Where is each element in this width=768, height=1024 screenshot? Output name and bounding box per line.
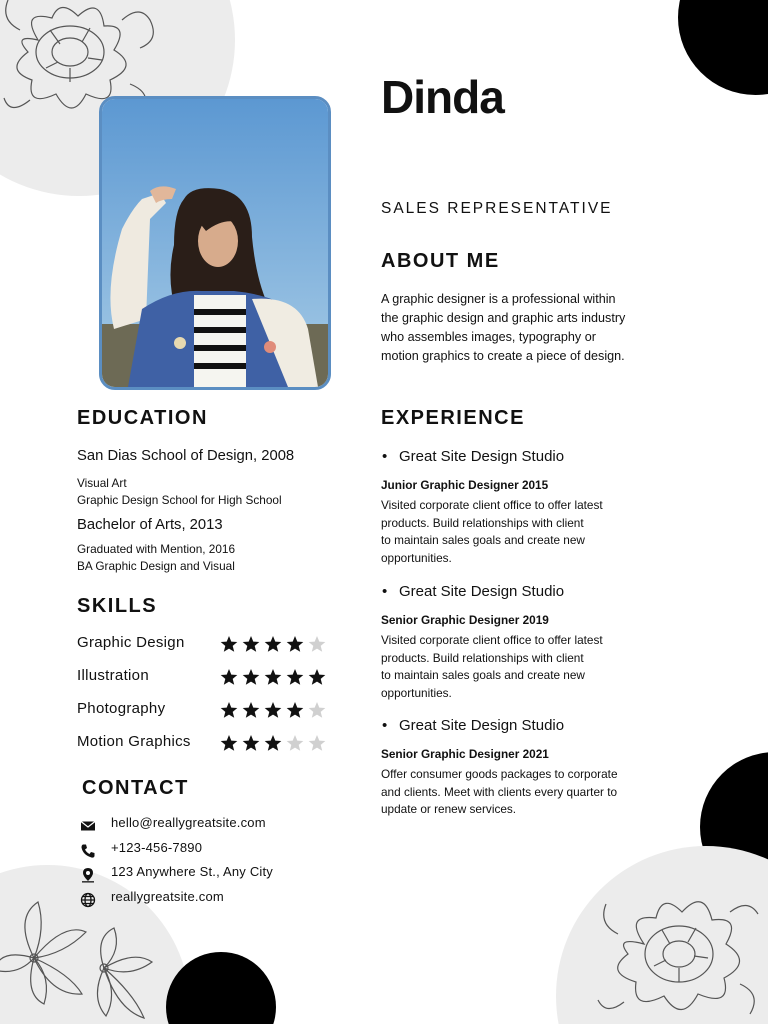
skill-rating bbox=[220, 701, 326, 719]
profile-photo bbox=[99, 96, 331, 390]
experience-line: opportunities. bbox=[381, 685, 452, 700]
experience-line: to maintain sales goals and create new bbox=[381, 668, 585, 682]
experience-company bbox=[381, 717, 671, 734]
star-empty-icon bbox=[308, 635, 326, 653]
about-heading: ABOUT ME bbox=[381, 250, 500, 272]
job-role: SALES REPRESENTATIVE bbox=[381, 200, 613, 217]
experience-line: Offer consumer goods packages to corporate bbox=[381, 767, 618, 781]
experience-title: Senior Graphic Designer 2021 bbox=[381, 747, 549, 761]
experience-company bbox=[381, 448, 671, 465]
experience-description bbox=[381, 766, 671, 819]
experience-title: Junior Graphic Designer 2015 bbox=[381, 478, 549, 492]
about-text bbox=[381, 290, 681, 366]
star-empty-icon bbox=[308, 701, 326, 719]
education-line: Graphic Design School for High School bbox=[77, 493, 282, 507]
star-filled-icon bbox=[220, 668, 238, 686]
contact-email bbox=[80, 814, 360, 839]
experience-company-text: Great Site Design Studio bbox=[399, 717, 565, 734]
star-filled-icon bbox=[286, 701, 304, 719]
star-filled-icon bbox=[264, 635, 282, 653]
experience-description bbox=[381, 497, 671, 567]
education-entry bbox=[77, 517, 347, 575]
skills-heading: SKILLS bbox=[77, 595, 158, 617]
education-title: San Dias School of Design, 2008 bbox=[77, 448, 295, 464]
skill-row bbox=[77, 700, 337, 733]
skill-row bbox=[77, 733, 337, 766]
skill-rating bbox=[220, 635, 326, 653]
flower-illustration-bottom-right bbox=[584, 874, 768, 1024]
star-filled-icon bbox=[264, 701, 282, 719]
experience-line: Visited corporate client office to offer latest bbox=[381, 633, 603, 647]
about-line: motion graphics to create a piece of design. bbox=[381, 349, 625, 363]
star-filled-icon bbox=[264, 668, 282, 686]
contact-heading: CONTACT bbox=[82, 777, 189, 799]
experience-line: products. Build relationships with client bbox=[381, 515, 584, 530]
applicant-name: Dinda bbox=[381, 71, 504, 123]
experience-heading: EXPERIENCE bbox=[381, 407, 525, 429]
skill-row bbox=[77, 634, 337, 667]
experience-line: update or renew services. bbox=[381, 802, 517, 816]
contact-list bbox=[80, 814, 360, 912]
experience-line: products. Build relationships with client bbox=[381, 650, 584, 665]
skill-name: Illustration bbox=[77, 667, 149, 684]
experience-item bbox=[381, 448, 671, 567]
experience-line: to maintain sales goals and create new bbox=[381, 533, 585, 547]
contact-phone-text[interactable]: +123-456-7890 bbox=[111, 839, 203, 855]
bullet-icon: • bbox=[382, 717, 388, 734]
star-filled-icon bbox=[220, 734, 238, 752]
experience-item bbox=[381, 717, 671, 819]
star-filled-icon bbox=[286, 635, 304, 653]
contact-email-text[interactable]: hello@reallygreatsite.com bbox=[111, 815, 266, 830]
experience-company-text: Great Site Design Studio bbox=[399, 448, 565, 465]
education-line: BA Graphic Design and Visual bbox=[77, 559, 235, 573]
star-filled-icon bbox=[286, 668, 304, 686]
experience-company-text: Great Site Design Studio bbox=[399, 583, 565, 600]
education-section bbox=[77, 448, 347, 575]
contact-website-text[interactable]: reallygreatsite.com bbox=[111, 888, 224, 904]
skill-rating bbox=[220, 668, 326, 686]
contact-phone bbox=[80, 839, 360, 864]
envelope-icon bbox=[80, 818, 96, 834]
star-filled-icon bbox=[242, 701, 260, 719]
phone-icon bbox=[80, 843, 96, 859]
contact-address bbox=[80, 863, 360, 888]
star-empty-icon bbox=[308, 734, 326, 752]
star-empty-icon bbox=[286, 734, 304, 752]
skill-name: Photography bbox=[77, 700, 166, 717]
about-line: who assembles images, typography or bbox=[381, 330, 596, 344]
experience-company bbox=[381, 583, 671, 600]
contact-address-text: 123 Anywhere St., Any City bbox=[111, 864, 274, 879]
experience-line: Visited corporate client office to offer latest bbox=[381, 498, 603, 512]
globe-icon bbox=[80, 892, 96, 908]
star-filled-icon bbox=[220, 635, 238, 653]
star-filled-icon bbox=[308, 668, 326, 686]
education-line: Graduated with Mention, 2016 bbox=[77, 542, 236, 556]
star-filled-icon bbox=[242, 668, 260, 686]
skill-row bbox=[77, 667, 337, 700]
about-line: A graphic designer is a professional within bbox=[381, 292, 616, 306]
star-filled-icon bbox=[264, 734, 282, 752]
contact-website bbox=[80, 888, 360, 913]
skills-list bbox=[77, 634, 337, 766]
skill-rating bbox=[220, 734, 326, 752]
location-pin-icon bbox=[80, 867, 96, 883]
star-filled-icon bbox=[242, 734, 260, 752]
experience-description bbox=[381, 632, 671, 702]
skill-name: Motion Graphics bbox=[77, 733, 191, 750]
skill-name: Graphic Design bbox=[77, 634, 185, 651]
flower-illustration-bottom-left bbox=[0, 898, 164, 1024]
experience-line: opportunities. bbox=[381, 550, 452, 565]
education-entry bbox=[77, 448, 347, 509]
decor-circle-top-right bbox=[678, 0, 768, 95]
experience-title: Senior Graphic Designer 2019 bbox=[381, 613, 549, 627]
star-filled-icon bbox=[220, 701, 238, 719]
bullet-icon: • bbox=[382, 583, 388, 600]
experience-line: and clients. Meet with clients every quarter to bbox=[381, 784, 618, 799]
experience-item bbox=[381, 583, 671, 702]
education-heading: EDUCATION bbox=[77, 407, 208, 429]
education-title: Bachelor of Arts, 2013 bbox=[77, 517, 223, 533]
about-line: the graphic design and graphic arts industry bbox=[381, 311, 626, 325]
bullet-icon: • bbox=[382, 448, 388, 465]
education-line: Visual Art bbox=[77, 476, 127, 490]
star-filled-icon bbox=[242, 635, 260, 653]
